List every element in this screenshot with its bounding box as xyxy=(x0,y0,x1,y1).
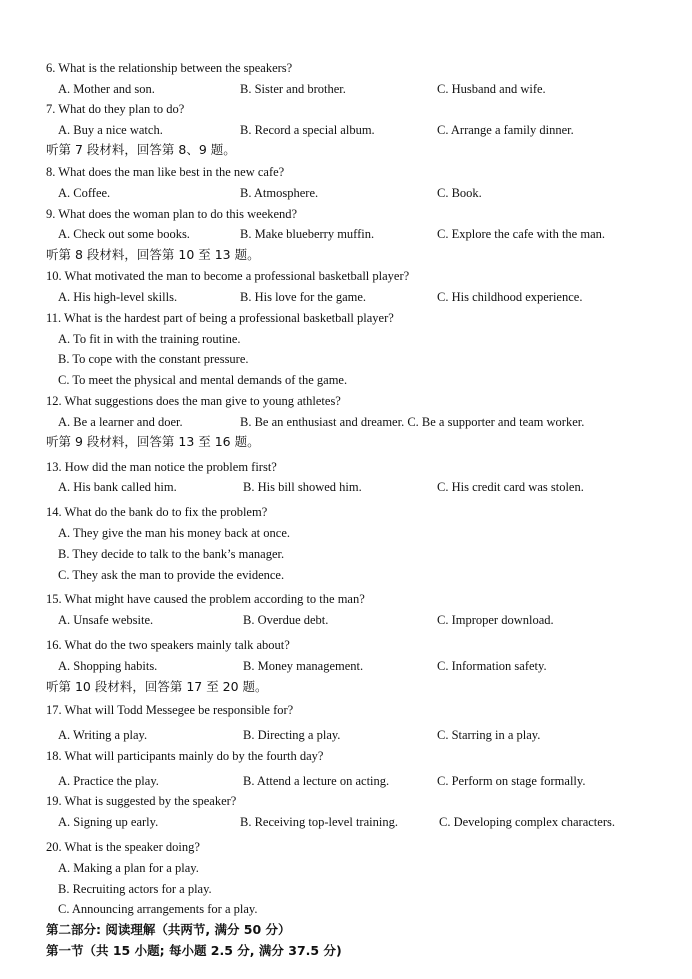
question-10-option-c: C. His childhood experience. xyxy=(437,290,583,304)
question-18: 18. What will participants mainly do by the fourth day? xyxy=(46,749,324,763)
part-2-heading: 第二部分: 阅读理解（共两节, 满分 50 分） xyxy=(46,922,291,937)
question-14-option-a: A. They give the man his money back at once. xyxy=(58,526,290,540)
question-7-option-a: A. Buy a nice watch. xyxy=(58,123,163,137)
question-14-option-b: B. They decide to talk to the bank’s manager. xyxy=(58,547,285,561)
question-19-option-b: B. Receiving top-level training. xyxy=(240,815,398,829)
question-11-option-a: A. To fit in with the training routine. xyxy=(58,332,241,346)
question-14: 14. What do the bank do to fix the problem? xyxy=(46,505,268,519)
question-8-option-b: B. Atmosphere. xyxy=(240,186,319,200)
question-6-option-b: B. Sister and brother. xyxy=(240,82,346,96)
question-7-option-c: C. Arrange a family dinner. xyxy=(437,123,574,137)
question-14-option-c: C. They ask the man to provide the evidence. xyxy=(58,568,285,582)
question-17-option-c: C. Starring in a play. xyxy=(437,728,541,742)
question-12-option-a: A. Be a learner and doer. xyxy=(58,415,183,429)
question-18-option-b: B. Attend a lecture on acting. xyxy=(243,774,390,788)
question-11: 11. What is the hardest part of being a professional basketball player? xyxy=(46,311,394,325)
question-12-option-b-c: B. Be an enthusiast and dreamer. C. Be a supporter and team worker. xyxy=(240,415,585,429)
question-15: 15. What might have caused the problem according to the man? xyxy=(46,592,365,606)
question-6: 6. What is the relationship between the speakers? xyxy=(46,61,293,75)
question-16-option-b: B. Money management. xyxy=(243,659,364,673)
section-8-heading: 听第 8 段材料，回答第 10 至 13 题。 xyxy=(46,247,260,262)
question-13-option-c: C. His credit card was stolen. xyxy=(437,480,584,494)
question-13-option-b: B. His bill showed him. xyxy=(243,480,362,494)
question-6-option-a: A. Mother and son. xyxy=(58,82,155,96)
question-7: 7. What do they plan to do? xyxy=(46,102,185,116)
question-17: 17. What will Todd Messegee be responsible for? xyxy=(46,703,294,717)
question-19-option-a: A. Signing up early. xyxy=(58,815,159,829)
question-11-option-b: B. To cope with the constant pressure. xyxy=(58,352,249,366)
question-10-option-a: A. His high-level skills. xyxy=(58,290,178,304)
question-9-option-a: A. Check out some books. xyxy=(58,227,190,241)
question-16: 16. What do the two speakers mainly talk about? xyxy=(46,638,290,652)
question-15-option-a: A. Unsafe website. xyxy=(58,613,154,627)
question-9: 9. What does the woman plan to do this weekend? xyxy=(46,207,298,221)
question-20-option-b: B. Recruiting actors for a play. xyxy=(58,882,212,896)
question-15-option-b: B. Overdue debt. xyxy=(243,613,329,627)
question-6-option-c: C. Husband and wife. xyxy=(437,82,546,96)
question-20: 20. What is the speaker doing? xyxy=(46,840,200,854)
section-10-heading: 听第 10 段材料，回答第 17 至 20 题。 xyxy=(46,679,268,694)
question-16-option-c: C. Information safety. xyxy=(437,659,547,673)
question-17-option-b: B. Directing a play. xyxy=(243,728,341,742)
question-12: 12. What suggestions does the man give to young athletes? xyxy=(46,394,341,408)
question-7-option-b: B. Record a special album. xyxy=(240,123,375,137)
question-9-option-b: B. Make blueberry muffin. xyxy=(240,227,375,241)
question-8-option-c: C. Book. xyxy=(437,186,482,200)
question-17-option-a: A. Writing a play. xyxy=(58,728,148,742)
question-9-option-c: C. Explore the cafe with the man. xyxy=(437,227,605,241)
question-13-option-a: A. His bank called him. xyxy=(58,480,177,494)
question-16-option-a: A. Shopping habits. xyxy=(58,659,158,673)
question-18-option-a: A. Practice the play. xyxy=(58,774,159,788)
question-19: 19. What is suggested by the speaker? xyxy=(46,794,237,808)
section-7-heading: 听第 7 段材料，回答第 8、9 题。 xyxy=(46,142,236,157)
question-15-option-c: C. Improper download. xyxy=(437,613,554,627)
question-20-option-c: C. Announcing arrangements for a play. xyxy=(58,902,258,916)
question-8-option-a: A. Coffee. xyxy=(58,186,111,200)
question-18-option-c: C. Perform on stage formally. xyxy=(437,774,586,788)
section-1-heading: 第一节（共 15 小题; 每小题 2.5 分, 满分 37.5 分) xyxy=(46,943,342,958)
question-13: 13. How did the man notice the problem first? xyxy=(46,460,277,474)
question-19-option-c: C. Developing complex characters. xyxy=(439,815,615,829)
question-11-option-c: C. To meet the physical and mental demands of the game. xyxy=(58,373,348,387)
question-8: 8. What does the man like best in the new cafe? xyxy=(46,165,285,179)
question-10-option-b: B. His love for the game. xyxy=(240,290,367,304)
question-20-option-a: A. Making a plan for a play. xyxy=(58,861,199,875)
section-9-heading: 听第 9 段材料，回答第 13 至 16 题。 xyxy=(46,434,260,449)
question-10: 10. What motivated the man to become a professional basketball player? xyxy=(46,269,410,283)
